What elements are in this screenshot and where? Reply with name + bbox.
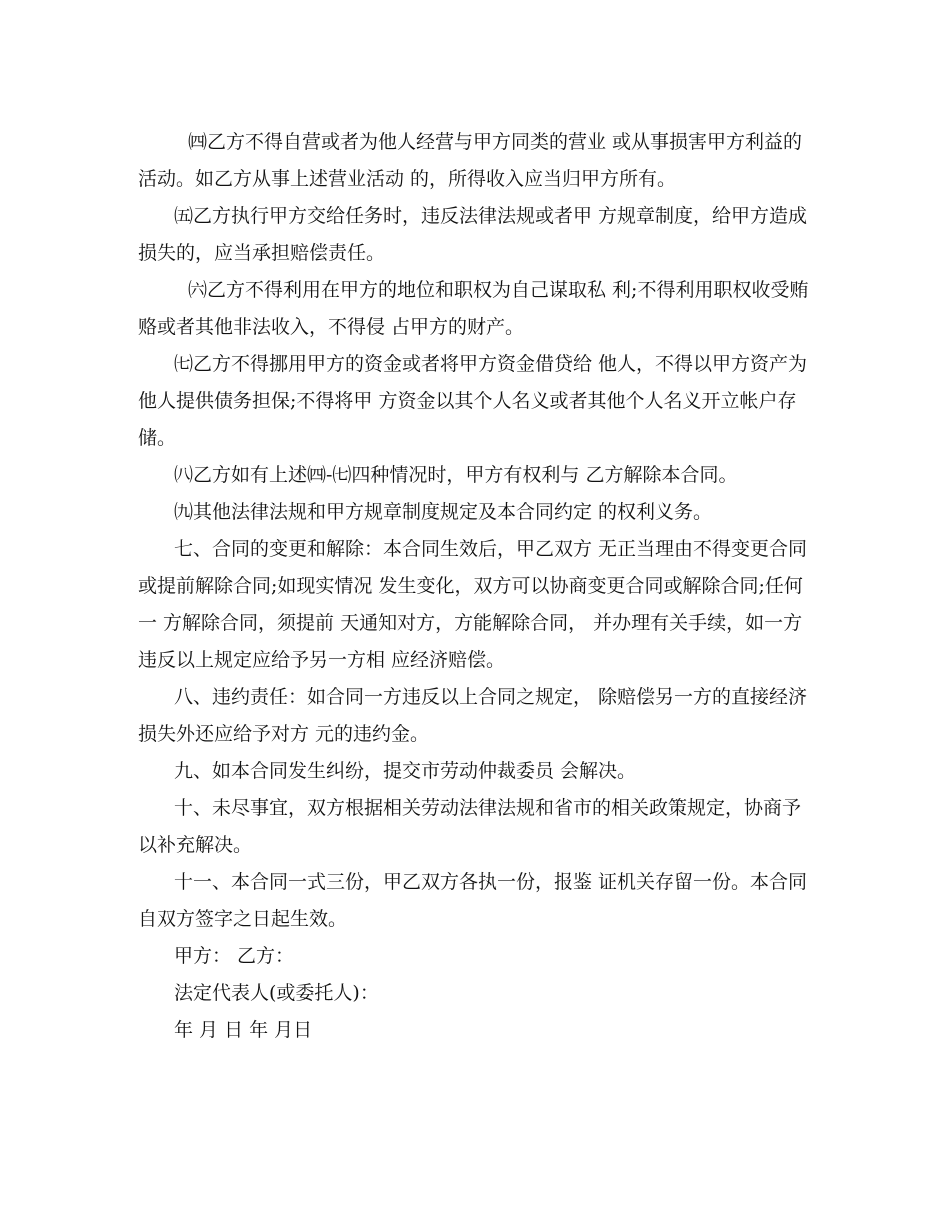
- section-11-copies: 十一、本合同一式三份，甲乙双方各执一份，报鉴 证机关存留一份。本合同自双方签字之日起生效。: [138, 871, 808, 930]
- clause-5: ㈤乙方执行甲方交给任务时，违反法律法规或者甲 方规章制度，给甲方造成损失的，应当承担赔偿责任。: [138, 205, 808, 264]
- document-body: [138, 124, 812, 1049]
- clause-9: ㈨其他法律法规和甲方规章制度规定及本合同约定 的权利义务。: [174, 501, 713, 523]
- section-8-breach-liability: 八、违约责任：如合同一方违反以上合同之规定， 除赔偿另一方的直接经济损失外还应给予对方 元的违约金。: [138, 686, 808, 745]
- clause-7: ㈦乙方不得挪用甲方的资金或者将甲方资金借贷给 他人，不得以甲方资产为他人提供债务担保;不得将甲 方资金以其个人名义或者其他个人名义开立帐户存储。: [138, 353, 808, 449]
- section-7-change-termination: 七、合同的变更和解除：本合同生效后，甲乙双方 无正当理由不得变更合同或提前解除合同;如现实情况 发生变化，双方可以协商变更合同或解除合同;任何一 方解除合同，须提前 天通知对方，方能解除合同， 并办理有关手续，如一方违反以上规定应给予另一方相 应经济赔偿。: [138, 538, 808, 671]
- signature-date: 年 月 日 年 月日: [174, 1019, 313, 1041]
- section-9-dispute: 九、如本合同发生纠纷，提交市劳动仲裁委员 会解决。: [174, 760, 637, 782]
- clause-4: ㈣乙方不得自营或者为他人经营与甲方同类的营业 或从事损害甲方利益的活动。如乙方从事上述营业活动 的，所得收入应当归甲方所有。: [138, 131, 803, 190]
- clause-6: ㈥乙方不得利用在甲方的地位和职权为自己谋取私 利;不得利用职权收受贿赂或者其他非法收入，不得侵 占甲方的财产。: [138, 279, 809, 338]
- section-10-supplement: 十、未尽事宜，双方根据相关劳动法律法规和省市的相关政策规定，协商予以补充解决。: [138, 797, 802, 856]
- clause-8: ㈧乙方如有上述㈣-㈦四种情况时，甲方有权利与 乙方解除本合同。: [174, 464, 738, 486]
- signature-parties: 甲方： 乙方：: [174, 945, 295, 967]
- signature-representative: 法定代表人(或委托人)：: [174, 982, 379, 1004]
